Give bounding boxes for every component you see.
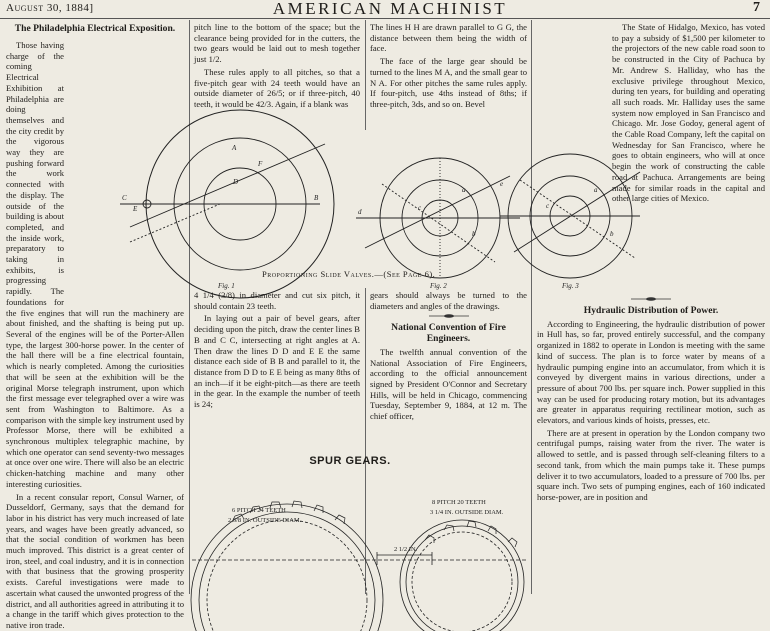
paragraph: According to Engineering, the hydraulic distribution of power in Hull has, so far, proved entirely successful, and the company organized in 1882 to operate in London is meeting with the same kind of success. The plan is to force water by means of a hydraulic pumping engine into an accumulator, from which it is conveyed by divergent mains in various directions, under a pressure of about 700 lbs. per square inch. Power supplied in this way can be used for producing rotary motion, but its advantages are greater in apparatus requiring rectilinear motion, such as elevators, and various kinds of hoists, presses, etc. xyxy=(537,318,765,426)
fig-3-label: Fig. 3 xyxy=(562,282,579,290)
svg-text:D: D xyxy=(233,178,239,186)
svg-text:A: A xyxy=(232,144,237,152)
svg-text:e: e xyxy=(500,180,504,188)
dimension-label: 2 1/2 IN. xyxy=(394,546,418,553)
svg-text:c: c xyxy=(418,204,422,212)
page-number: 7 xyxy=(753,0,760,15)
paragraph: The twelfth annual convention of the National Association of Fire Engineers, according to the official announcement signed by President O'Connor and Secretary Hills, will be held in Chicago, commencing Tuesday, September 9, 1884, at 12 m. The chief officer, xyxy=(370,346,527,422)
column-3 xyxy=(370,22,527,132)
column-rule xyxy=(531,20,532,594)
svg-text:a: a xyxy=(594,186,598,194)
fig-2-label: Fig. 2 xyxy=(430,282,447,290)
column-rule xyxy=(189,20,190,594)
fig-2-diagram xyxy=(356,158,520,278)
fig-1-labels xyxy=(122,144,319,213)
svg-text:C: C xyxy=(122,194,127,202)
column-2-lower xyxy=(194,290,360,450)
column-rule xyxy=(365,20,366,130)
column-1-continued xyxy=(6,40,184,630)
paragraph: In a recent consular report, Consul Warner, of Dusseldorf, Germany, says that the demand for labor in his district has very much increased of late years, and wages have been greatly advanced, so that the social condition of workmen has been much improved. This district is a great center of iron, steel, and coal industry, and it is in connection with that business that the growing prosperity exists. Careful investigations were made to ascertain what caused the unwonted progress of the district, and all authorities agreed in attributing it to a change in the tariff which gives protection to the native iron trade. xyxy=(6,491,184,630)
svg-text:E: E xyxy=(133,205,138,213)
figure-caption: Proportioning Slide Valves.—(See Page 6). xyxy=(262,269,436,279)
fig-3-diagram xyxy=(500,154,640,278)
paragraph: The State of Hidalgo, Mexico, has voted to pay a subsidy of $1,500 per kilometer to the projectors of the new cable road soon to be constructed in the City of Pachuca by Mr. Andrew S. Halliday, who has the exclusive privilege throughout Mexico, during ten years, for building and operating all such roads. Mr. Halliday uses the same system now employed in San Francisco and Chicago. Mr. Jose Godoy, general agent of the Cable Road Company, left the capital on Wednesday for San Francisco, where he goes to obtain engineers, who will at once begin the work of constructing the cable road at Pachuca. Arrangements are being made for similar roads in the capital and other large cities of Mexico. xyxy=(612,22,765,204)
publication-title: AMERICAN MACHINIST xyxy=(272,0,508,18)
column-3-lower xyxy=(370,290,527,450)
paragraph: 4 1/4 (3/8) in diameter and cut six pitch, it should contain 23 teeth. xyxy=(194,290,360,311)
column-2 xyxy=(194,22,360,132)
article-heading: National Convention of Fire Engineers. xyxy=(391,322,506,345)
section-divider xyxy=(429,314,469,318)
paragraph: The lines H H are drawn parallel to G G, the distance between them being the width of face. xyxy=(370,22,527,54)
left-gear-pitch-label: 6 PITCH 24 TEETH xyxy=(232,507,286,514)
spur-gears-diagram xyxy=(192,470,528,594)
fig-2-labels xyxy=(358,180,503,238)
spur-gears-heading: SPUR GEARS. xyxy=(309,455,391,467)
right-gear-diameter-label: 3 1/4 IN. OUTSIDE DIAM. xyxy=(430,509,504,516)
masthead xyxy=(0,0,770,19)
slide-valves-figure xyxy=(100,132,660,292)
svg-text:F: F xyxy=(258,160,263,168)
paragraph: gears should always be turned to the diameters and angles of the drawings. xyxy=(370,290,527,311)
svg-text:c: c xyxy=(546,202,550,210)
right-gear-pitch-label: 8 PITCH 20 TEETH xyxy=(432,499,486,506)
fig-1-label: Fig. 1 xyxy=(218,282,235,290)
issue-date: August 30, 1884] xyxy=(6,2,94,14)
paragraph: pitch line to the bottom of the space; but the clearance being provided for in the cutters, the two gears would be laid out to mesh together just 1/2. xyxy=(194,22,360,65)
svg-text:b: b xyxy=(472,230,476,238)
left-gear-diameter-label: 2 5/8 IN. OUTSIDE DIAM. xyxy=(228,517,302,524)
svg-text:b: b xyxy=(610,230,614,238)
paragraph: These rules apply to all pitches, so that a five-pitch gear with 24 teeth would have an outside diameter of 26/5; or if three-pitch, 40 teeth, it would be 42/3. Again, if a blank was xyxy=(194,66,360,109)
section-divider xyxy=(631,297,671,301)
article-heading: Hydraulic Distribution of Power. xyxy=(583,305,719,316)
paragraph: In laying out a pair of bevel gears, after deciding upon the pitch, draw the center lines B B and C C, intersecting at right angles at A. Then draw the lines D D and E E the same distance each side of B B and parallel to it, the distance from D D to E E being as many 8ths of an inch—if it be eight-pitch—as there are teeth in the gear. In the example the number of teeth is 24; xyxy=(194,313,360,410)
column-4 xyxy=(537,22,765,594)
article-heading: The Philadelphia Electrical Exposition. xyxy=(14,23,176,34)
svg-text:d: d xyxy=(358,208,362,216)
paragraph: The face of the large gear should be turned to the lines M A, and the small gear to N A. For other pitches the same rules apply. If four-pitch, use 4ths instead of 8ths; if three-pitch, 3ds, and so on. Bevel xyxy=(370,56,527,109)
paragraph: There are at present in operation by the London company two centrifugal pumps, raising water from the river. The water is allowed to settle, and is passed through self-cleaning filters to a second tank, from which the main pumps take it. These pumps deliver it to two accumulators, loaded to a pressure of 700 lbs. per square inch. Two sets of pumping engines, each of 160 indicated horse-power, are in position and xyxy=(537,427,765,502)
svg-text:B: B xyxy=(314,194,319,202)
paragraph: Those having charge of the coming Electrical Exhibition at Philadelphia are doing themselves and the city credit by the vigorous way they are pushing forward the work connected with the display. The outside of the building is about completed, and the inside work, preparatory to taking in exhibits, is progressing rapidly. The foundations for the five engines that will run the machinery are about finished, and the shafting is being put up. Several of the engines will be of the Porter-Allen type, the largest 300-horse power. In the center of the hall there will be a fine electrical fountain, which is nearly completed. Among the curiosities that will be seen at the exhibition will be the original Morse telegraph instrument, upon which the first message ever telegraphed over a wire was sent from Washington to Baltimore. As a comparison with the simple key instrument used by Professor Morse, there will be exhibited a synchronous multiplex telegraphic machine, by which one operator can send seventy-two messages at once over one wire. There will also be an electric chicken-hatching machine and many other interesting curiosities. xyxy=(6,40,184,489)
svg-text:a: a xyxy=(462,186,466,194)
